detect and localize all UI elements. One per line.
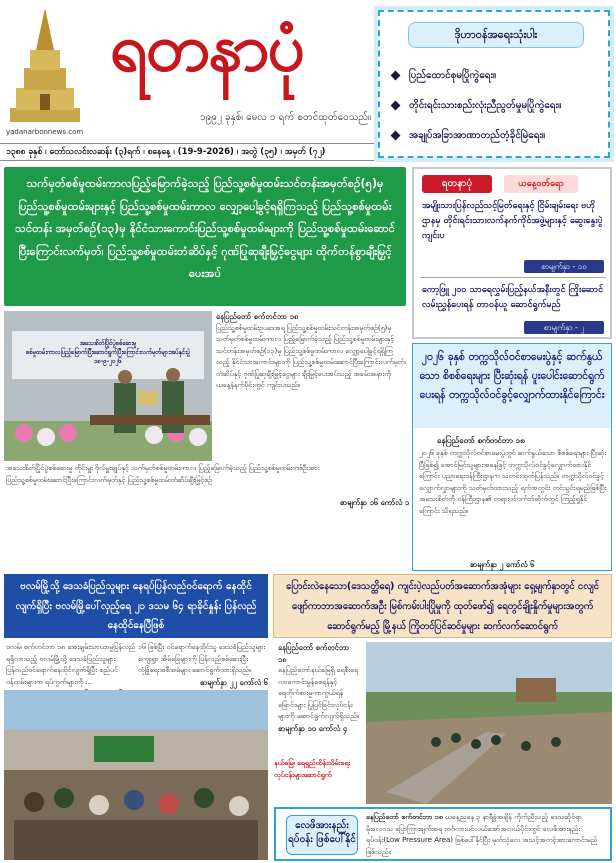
weather-label: လေဖိအားနည်း ရပ်ဝန်း ဖြစ်ပေါ်နိုင် xyxy=(286,815,358,855)
article-body: နေပြည်တော်နယ်မြေရှိ ရေစီးရေလာကောင်းမွန်စေရန်နှင့် ရေတိုက်စားမှုကာကွယ်ရန် မြောင်းများ ပြုပြင်ခြင်းလုပ်ငန်းများကို ဆောင်ရွက်လျက်ရှိသည်။ xyxy=(278,666,359,720)
sub-headline: နယ်မြေ၊ ရေရှည်ထိန်းသိမ်းရေး လုပ်ငန်းများဆောင်ရွက် xyxy=(274,759,350,779)
article-column xyxy=(278,642,360,734)
dateline: နေပြည်တော် စက်တင်ဘာ ၁၈ xyxy=(366,813,443,821)
slogan-item: တိုင်းရင်းသားစည်းလုံးညီညွတ်မှုမပြိုကွဲရေး။ xyxy=(392,98,561,113)
continued-reference[interactable]: စာမျက်နှာ ၂၂ ကော်လံ ၆ xyxy=(199,677,268,687)
lead-article-text xyxy=(216,311,406,461)
slogan-box xyxy=(378,10,610,158)
weather-text xyxy=(366,812,608,858)
continued-reference[interactable]: စာမျက်နှာ ၁၆ ကော်လံ ၁ xyxy=(340,498,410,507)
article-body: ယနေ့ညနေ ၃ နာရီခွဲအချိန် ကိုက်ညီသည့် ဒေသဆိုင်ရာ မိုးလေဝသ ပြောကြားချက်အရ ဘင်္ဂလားပင်လယ်အော်အလယ်ပိုင်းတွင် လေဖိအားနည်းရပ်ဝန်း(Low Pressure Area) ဖြစ်ပေါ်နိုင်ပြီး မုတ်သုံလေ အသင့်အတင့်အားကောင်းမည်ဖြစ်သည်။ xyxy=(366,813,598,856)
balam-photo xyxy=(4,690,268,860)
ceremony-photo-icon xyxy=(4,311,212,461)
website-link[interactable]: yadanarbonnews.com xyxy=(6,128,84,136)
divider xyxy=(420,277,606,278)
continued-reference[interactable]: စာမျက်နှာ ၁၀ ကော်လံ ၄ xyxy=(278,723,348,733)
weather-box xyxy=(274,807,612,861)
slogan-item: အချုပ်အခြာအာဏာတည်တံ့ခိုင်မြဲရေး။ xyxy=(392,128,545,143)
newspaper-title: ရတနာပုံ xyxy=(110,8,304,86)
lead-photo xyxy=(4,311,212,461)
article-column xyxy=(138,642,268,688)
drainage-headline[interactable]: ပြောင်းလဲနေသော(ဒေသတ္ထိရေ) ကျင်းပဲ့လည်ပတ်အဆောက်အအုံများ ရှေ့မျက်နှာတွင် ငလျင်ဖျော်ကာဘာအဆောက်အဦး မြစ်ကမ်းပါးပြိုမှုကို ထုတ်ဖော်၍ ရေတွင်ချိုးနှိုက်မှုများအတွက် ဆောင်ရွက်မည့် မြို့နယ် ကြိုတင်ပြင်ဆင်မှုများ ဆက်လက်ဆောင်ရွက် xyxy=(273,574,612,638)
article-body: ဗလမ်၊ စက်တင်ဘာ ၁၈ အေးချမ်းသာယာမှုပြန်လည်ရရှိလာသည့် ဗလမ်မြို့သို့ ဒေသခံပြည်သူများ ပြန်လည်ဝင်ရောက်နေထိုင်လျက်ရှိပြီး စည်ပင်ဝန်ထမ်းများက ရပ်ကွက်များကို ... xyxy=(6,643,136,686)
photo-caption: အသေးစိတ်ပြိုင်ပွဲစစ်ဆေးမှု တိုင်းမှူး ဗိုလ်မှူးချုပ်နှင့် သက်မှတ်စစ်မှုထမ်းကာလ ပြည့်မြောက်ခဲ့သည့် ပြည်သူ့စစ်မှုထမ်းတစ်ဦးအား ပြည်သူ့စစ်မှုထမ်းဆောင်ပြီးကြောင်းလက်မှတ်နှင့် ပြည်သူ့စစ်မှုထမ်းတံဆိပ်ချီးမြှင့်စဉ် xyxy=(6,464,320,484)
diamond-bullet-icon xyxy=(391,70,401,80)
dateline: နေပြည်တော် စက်တင်ဘာ ၁၈ xyxy=(278,643,350,664)
riverbank-work-photo-icon xyxy=(366,642,612,804)
article-body: ၂၀၂၆ ခုနှစ် တက္ကသိုလ်ဝင်စာမေးပွဲတွင် ဆက်နွယ်သော စိစစ်ရေးများ ပြီးဆုံးပြီဖြစ်၍ အောင်မြင်သူများအနေဖြင့် တက္ကသိုလ်ဝင်ခွင့်လျှောက်ထားနိုင်ကြောင်း ပညာရေးဝန်ကြီးဌာနက သတင်းထုတ်ပြန်သည်။ တက္ကသိုလ်ဝင်ခွင့်လျှောက်လွှာများကို သတ်မှတ်ထားသည့် ရက်အတွင်း တင်သွင်းရမည်ဖြစ်ပြီး အသေးစိတ်ကို ဝန်ကြီးဌာန၏ တရားဝင်ဝက်ဘ်ဆိုက်တွင် ကြည့်ရှုနိုင်ကြောင်း သိရသည်။ xyxy=(419,449,607,515)
continued-reference[interactable]: စာမျက်နှာ ၂ ကော်လံ ၆ xyxy=(470,560,535,569)
issue-info-bar: ၁၃၈၈ ခုနှစ် ၊ တော်သလင်းလဆန်း (၃)ရက် ၊ စနေနေ့ ၊ (19-9-2026) ၊ အတွဲ (၃၅) ၊ အမှတ် (၇၂) xyxy=(0,143,375,161)
slogan-item: ပြည်ထောင်စုမပြိုကွဲရေး။ xyxy=(392,68,496,83)
diamond-bullet-icon xyxy=(391,130,401,140)
exam-news-box xyxy=(412,343,612,571)
diamond-bullet-icon xyxy=(391,100,401,110)
dateline: နေပြည်တော် စက်တင်ဘာ ၁၈ xyxy=(216,312,299,321)
dateline: နေပြည်တော် စက်တင်ဘာ ၁၈ xyxy=(437,436,525,445)
palace-logo-icon xyxy=(6,8,84,126)
highlight-story[interactable]: ကော့ဖြူ ၂၀၀ သာရေလွှမ်းပြည့်နယ်အနီးတွင် ကြိုးဆောင်လမ်းညွှန်ပေးရန် တာဝန်ယူ ဆောင်ရွက်မည် xyxy=(422,285,604,310)
lead-headline-banner[interactable]: သက်မှတ်စစ်မှုထမ်းကာလပြည့်မြောက်ခဲ့သည့် ပြည်သူ့စစ်မှုထမ်းသင်တန်းအမှတ်စဉ်(၅)မှ ပြည်သူ့စစ်မှုထမ်းများနှင့် ပြည်သူ့စစ်မှုထမ်းကာလ လျှော့ပေါ့ခွင့်ရရှိကြသည့် ပြည်သူ့စစ်မှုထမ်းသင်တန်း အမှတ်စဉ်(၁၃)မှ နိုင်ငံသားကောင်းပြည်သူ့စစ်မှုထမ်းများကို ပြည်သူ့စစ်မှုထမ်းဆောင်ပြီးကြောင်းလက်မှတ်၊ ပြည်သူ့စစ်မှုထမ်းတံဆိပ်နှင့် ဂုဏ်ပြုဆုချီးမြှင့်ငွေများ ထိုက်တန်စွာချီးမြှင့်ပေးအပ် xyxy=(4,167,406,306)
drainage-photo xyxy=(366,642,612,804)
exam-headline[interactable]: ၂၀၂၆ ခုနှစ် တက္ကသိုလ်ဝင်စာမေးပွဲနှင့် ဆက်နွယ်သော စိစစ်ရေးများ ပြီးဆုံးရန် ပူးပေါင်းဆောင်ရွက်ပေးရန် တက္ကသိုလ်ဝင်ခွင့်လျှောက်ထားနိုင်ကြောင်း xyxy=(413,344,611,428)
residents-photo-icon xyxy=(4,690,268,860)
photo-placard: အသေးစိတ်ပြိုင်ပွဲစစ်ဆေးမှု စစ်မှုထမ်းကာလပြည့်မြောက်ပြီးဆောင်ရွက်ပြီးကြောင်းလက်မှတ်များအပ်နှင်းပွဲ ၁၈-၉-၂၀၂၆ xyxy=(25,340,191,365)
today-highlights-box xyxy=(412,167,612,339)
slogan-title: ဒိုဟာ၀န်အရေးသုံးပါး xyxy=(408,22,584,48)
brand-label: ရတနာပုံ xyxy=(422,175,492,193)
established-date: ၁၉၉၂ ခုနှစ်၊ မေလ ၁ ရက် စတင်ထုတ်ဝေသည်။ xyxy=(200,112,372,123)
section-label: ယနေ့ဝတ်ရော xyxy=(504,175,578,193)
article-body: ၁၆ ဖြစ်ပြီး ဝင်ရောက်နေထိုင်သူ ဒေသခံပြည်သူများ ကျေးရွာ အိမ်ခြေများကို ပြန်လည်စစ်ဆေးပြီး လုံခြုံရေးအစီအမံများ ဆောင်ရွက်ထားရှိသည်။ xyxy=(138,643,266,674)
article-body: ပြည်သူ့စစ်မှုထမ်းဥပဒေအရ ပြည်သူ့စစ်မှုထမ်းသင်တန်းအမှတ်စဉ်(၅)မှ သတ်မှတ်စစ်မှုထမ်းကာလ ပြည့်မြောက်ခဲ့သည့် ပြည်သူ့စစ်မှုထမ်းများနှင့် သင်တန်းအမှတ်စဉ်(၁၃)မှ ပြည်သူ့စစ်မှုထမ်းကာလ လျှော့ပေါ့ခွင့်ရရှိကြသည့် နိုင်ငံသားကောင်းများကို ပြည်သူ့စစ်မှုထမ်းဆောင်ပြီးကြောင်းလက်မှတ်၊ တံဆိပ်နှင့် ဂုဏ်ပြုဆုချီးမြှင့်ငွေများ ချီးမြှင့်ပေးအပ်သည့် အခမ်းအနားကို ယနေ့နံနက်ပိုင်းတွင် ကျင်းပသည်။ xyxy=(216,323,406,389)
page-reference[interactable]: စာမျက်နှာ - ၂ xyxy=(524,321,604,334)
masthead xyxy=(0,0,375,140)
balam-headline[interactable]: ဗလမ်မြို့သို့ ဒေသခံပြည်သူများ နေရပ်ပြန်လည်ဝင်ရောက် နေထိုင်လျက်ရှိပြီး ဗလမ်မြို့ပေါ်လှည့်ရေ ၂၁ ဒသမ ၆၄ ရာခိုင်နှုန်း ပြန်လည်နေထိုင်နေပြီဖြစ် xyxy=(4,574,268,638)
highlight-story[interactable]: အမျိုးသားပြန်လည်သင့်မြတ်ရေးနှင့် ငြိမ်းချမ်းရေး ဗဟိုဌာနမှ တိုင်းရင်းသားလက်နက်ကိုင်အဖွဲ့များနှင့် ဆွေးနွေးပွဲ ကျင်းပ xyxy=(422,201,603,241)
page-reference[interactable]: စာမျက်နှာ - ၁၀ xyxy=(524,260,604,273)
